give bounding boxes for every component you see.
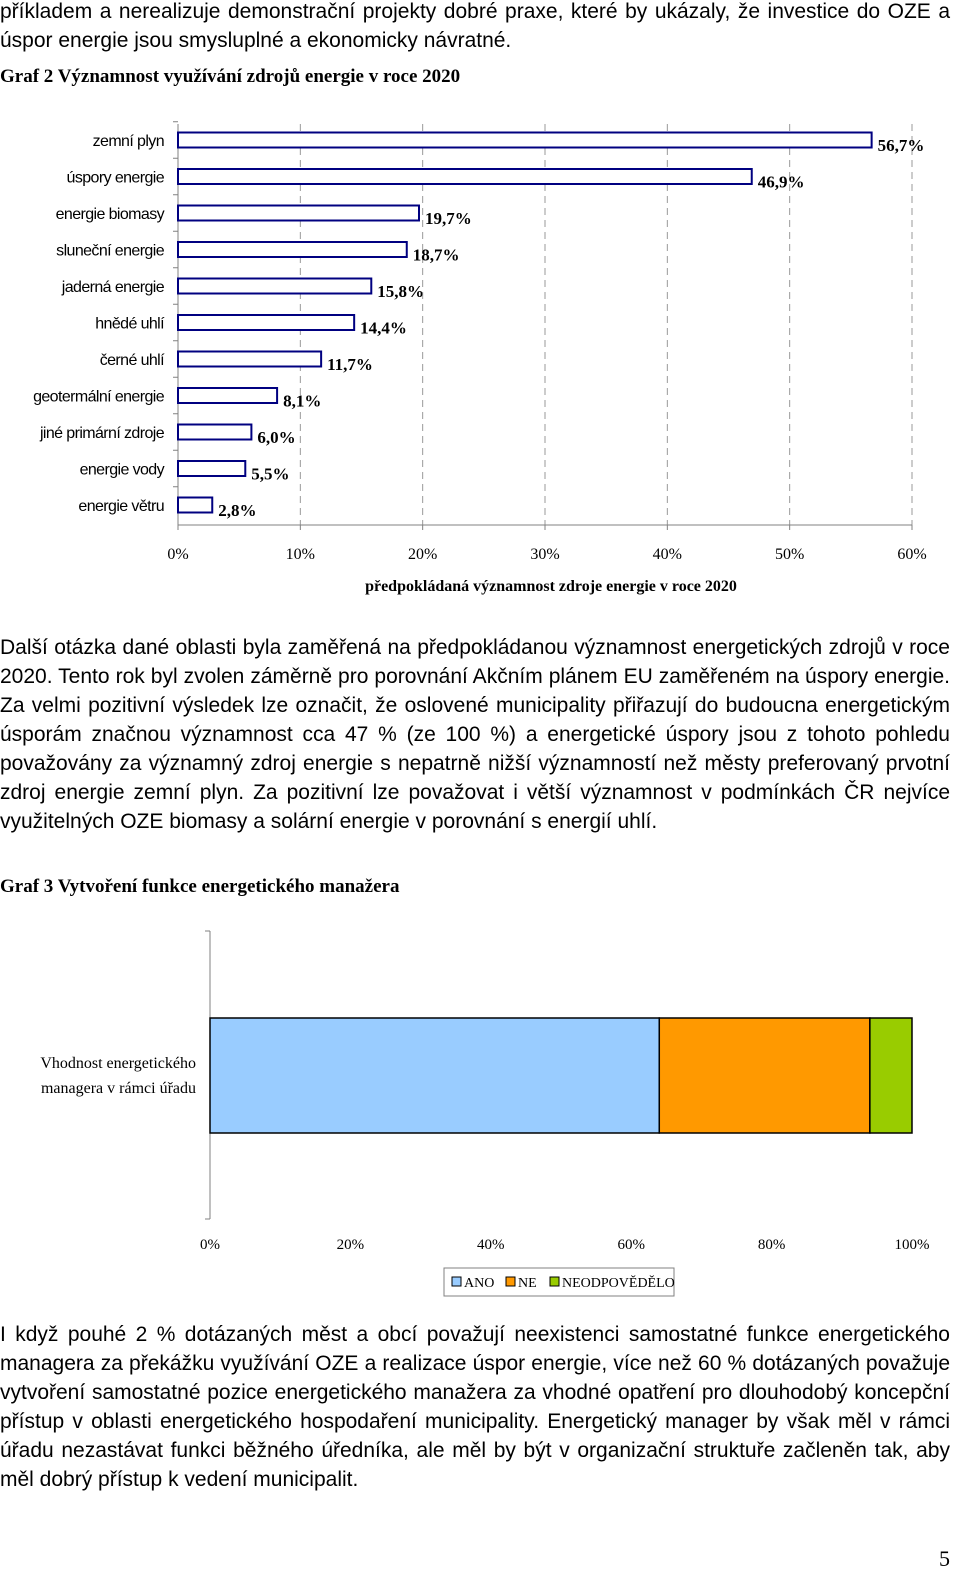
bar <box>178 133 872 148</box>
paragraph-3: I když pouhé 2 % dotázaných měst a obcí považují neexistenci samostatné funkce energetického managera za překážku využívání OZE a realizace úspor energie, více než 60 % dotázaných považuje vytvoření samostatné pozice energetického manažera za vhodné opatření pro dlouhodobý koncepční přístup v oblasti energetického hospodaření municipality. Energetický manager by však měl v rámci úřadu nezastávat funkci běžného úředníka, ale měl by být v organizační struktuře začleněn tak, aby měl dobrý přístup k vedení municipalit. <box>0 1323 950 1491</box>
bar <box>178 242 407 257</box>
bar <box>178 279 371 294</box>
x-tick-label: 60% <box>617 1237 645 1253</box>
bar-segment <box>210 1018 659 1133</box>
bar-segment <box>870 1018 912 1133</box>
legend-label: NE <box>518 1276 537 1291</box>
y-category-label: sluneční energie <box>56 242 164 260</box>
y-category-label: zemní plyn <box>92 133 164 150</box>
x-tick-label: 80% <box>757 1237 786 1253</box>
page-number: 5 <box>939 1546 950 1571</box>
bar-value-label: 15,8% <box>377 282 425 301</box>
bar <box>178 498 212 513</box>
y-category-label: energie biomasy <box>55 206 164 223</box>
x-axis-title: předpokládaná významnost zdroje energie v roce 2020 <box>365 578 737 595</box>
graph2-caption: Graf 2 Významnost využívání zdrojů energie v roce 2020 <box>0 66 461 87</box>
bar <box>178 206 419 221</box>
x-tick-label: 10% <box>285 546 315 563</box>
bar-value-label: 2,8% <box>218 501 257 520</box>
bar <box>178 425 251 440</box>
bar-value-label: 8,1% <box>283 391 322 411</box>
bar-value-label: 6,0% <box>257 428 296 447</box>
paragraph-2: Další otázka dané oblasti byla zaměřená na předpokládanou významnost energetických zdrojů v roce 2020. Tento rok byl zvolen záměrně pro porovnání Akčním plánem EU zaměřeném na úspory energie. Za velmi pozitivní výsledek lze označit, že oslovené municipality přiřazují do budoucna energetickým úsporám značnou významnost cca 47 % (ze 100 %) a energetické úspory jsou z tohoto pohledu považovány za významný zdroj energie s nepatrně nižší významností než městy preferovaný prvotní zdroj energie zemní plyn. Za pozitivní lze považovat i větší významnost v podmínkách ČR nejvíce využitelných OZE biomasy a solární energie v porovnání s energií uhlí. <box>0 636 950 833</box>
graph3-caption: Graf 3 Vytvoření funkce energetického manažera <box>0 876 400 897</box>
y-category-label: hnědé uhlí <box>95 315 164 333</box>
y-category-label: jiné primární zdroje <box>39 425 164 442</box>
intro-paragraph: příkladem a nerealizuje demonstrační projekty dobré praxe, které by ukázaly, že investice do OZE a úspor energie jsou smysluplné a ekonomicky návratné. <box>0 0 950 52</box>
bar <box>178 352 321 367</box>
x-tick-label: 50% <box>775 546 805 563</box>
legend-label: NEODPOVĚDĚLO <box>562 1276 675 1291</box>
y-category-label: managera v rámci úřadu <box>40 1080 196 1097</box>
bar <box>178 388 277 403</box>
x-tick-label: 100% <box>894 1237 930 1253</box>
bar <box>178 169 752 184</box>
bar-value-label: 14,4% <box>360 318 407 338</box>
bar-value-label: 11,7% <box>327 355 373 374</box>
legend-swatch <box>452 1277 461 1286</box>
y-category-label: jaderná energie <box>61 279 164 296</box>
graph2-chart <box>0 110 960 620</box>
x-tick-label: 20% <box>336 1237 365 1253</box>
x-tick-label: 40% <box>652 546 682 563</box>
x-tick-label: 0% <box>167 546 189 563</box>
bar <box>178 315 354 330</box>
legend-label: ANO <box>464 1276 495 1291</box>
y-category-label: energie větru <box>78 498 164 515</box>
legend-swatch <box>550 1277 559 1286</box>
y-category-label: Vhodnost energetického <box>40 1055 196 1072</box>
legend-swatch <box>506 1277 515 1286</box>
x-tick-label: 20% <box>408 546 438 563</box>
bar <box>178 461 245 476</box>
bar-value-label: 19,7% <box>424 209 472 228</box>
y-category-label: úspory energie <box>66 169 164 187</box>
y-category-label: geotermální energie <box>33 388 164 406</box>
x-tick-label: 0% <box>200 1237 220 1253</box>
bar-value-label: 46,9% <box>757 172 805 192</box>
x-tick-label: 60% <box>897 546 927 563</box>
x-tick-label: 40% <box>477 1237 505 1253</box>
y-category-label: černé uhlí <box>99 352 164 369</box>
graph3-chart <box>0 915 960 1315</box>
bar-value-label: 18,7% <box>412 245 460 265</box>
x-tick-label: 30% <box>530 546 560 563</box>
bar-value-label: 5,5% <box>251 464 290 484</box>
bar-segment <box>659 1018 870 1133</box>
y-category-label: energie vody <box>79 461 164 479</box>
bar-value-label: 56,7% <box>877 136 925 155</box>
